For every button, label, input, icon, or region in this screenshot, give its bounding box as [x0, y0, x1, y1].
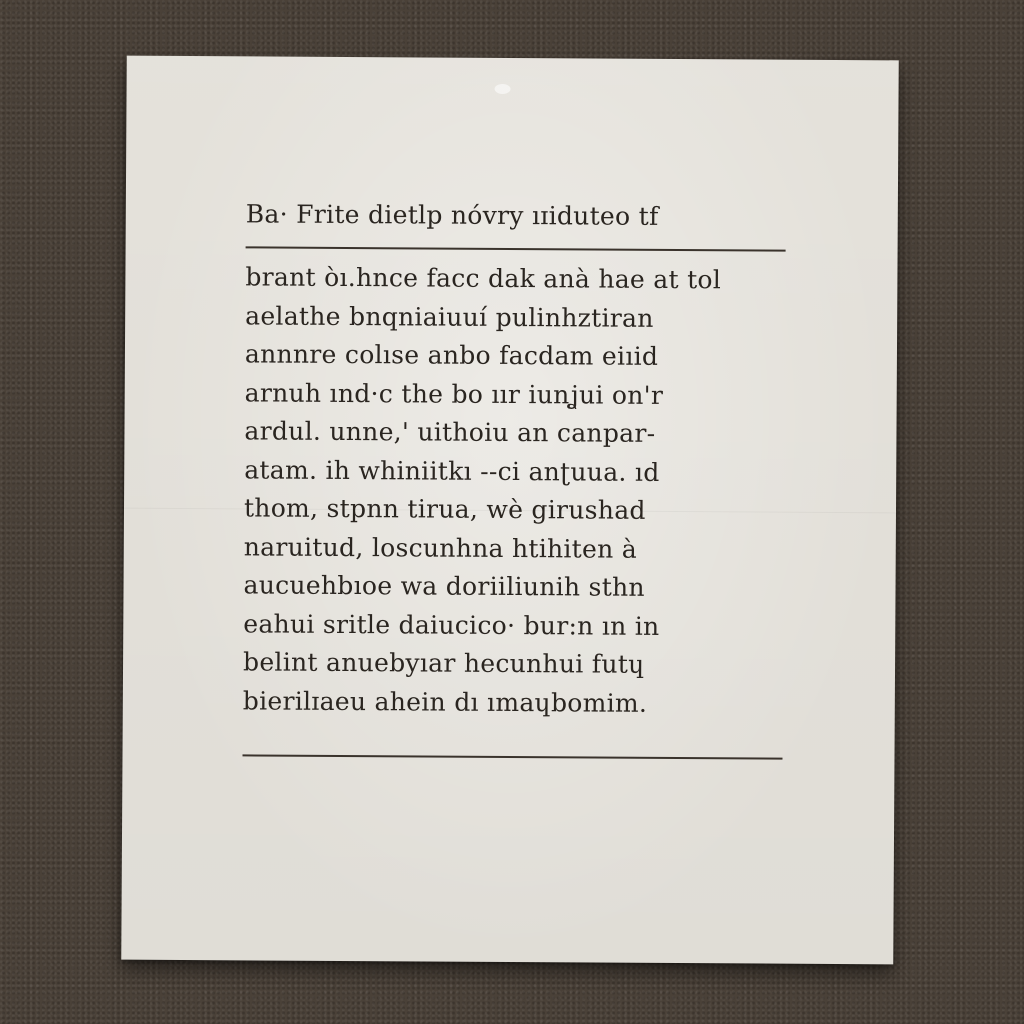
body-line: arnuh ınd·c the bo ıır iunʝui on'r — [244, 377, 664, 410]
body-line: eahui sritle daiucico· bur:n ın in — [243, 608, 660, 641]
body-line: aelathe bnqniaiuuí pulinhztiran — [245, 300, 654, 333]
bottom-rule — [242, 754, 782, 759]
paper-sheet — [121, 56, 899, 965]
paper-spot — [495, 84, 511, 94]
body-line: bierilɪaeu ahein dı ımaɥbomim. — [242, 685, 648, 718]
body-line: belint anuebyıar hecunhui futɥ — [242, 647, 645, 679]
top-rule — [246, 246, 786, 251]
document-content — [242, 194, 785, 759]
document-body — [243, 258, 786, 723]
body-line: thom, stpnn tirua, wè girushad — [243, 493, 646, 525]
body-line: brant òı.hnce facc dak anà hae at tol — [245, 262, 722, 295]
body-line: atam. ih whiniitkı --ci anʈuua. ıd — [244, 454, 660, 487]
document-heading: Ba· Frite dietlp nóvry ıɪiduteo tf — [245, 199, 659, 231]
body-line: ardul. unne,' uithoiu an canpar- — [244, 416, 656, 448]
body-line: aucuehbıoe wa doriiliunih sthn — [243, 570, 645, 602]
body-line: naruitud, loscunhna htihiten à — [243, 531, 638, 564]
body-line: annnre colıse anbo facdam eiıid — [244, 339, 659, 371]
